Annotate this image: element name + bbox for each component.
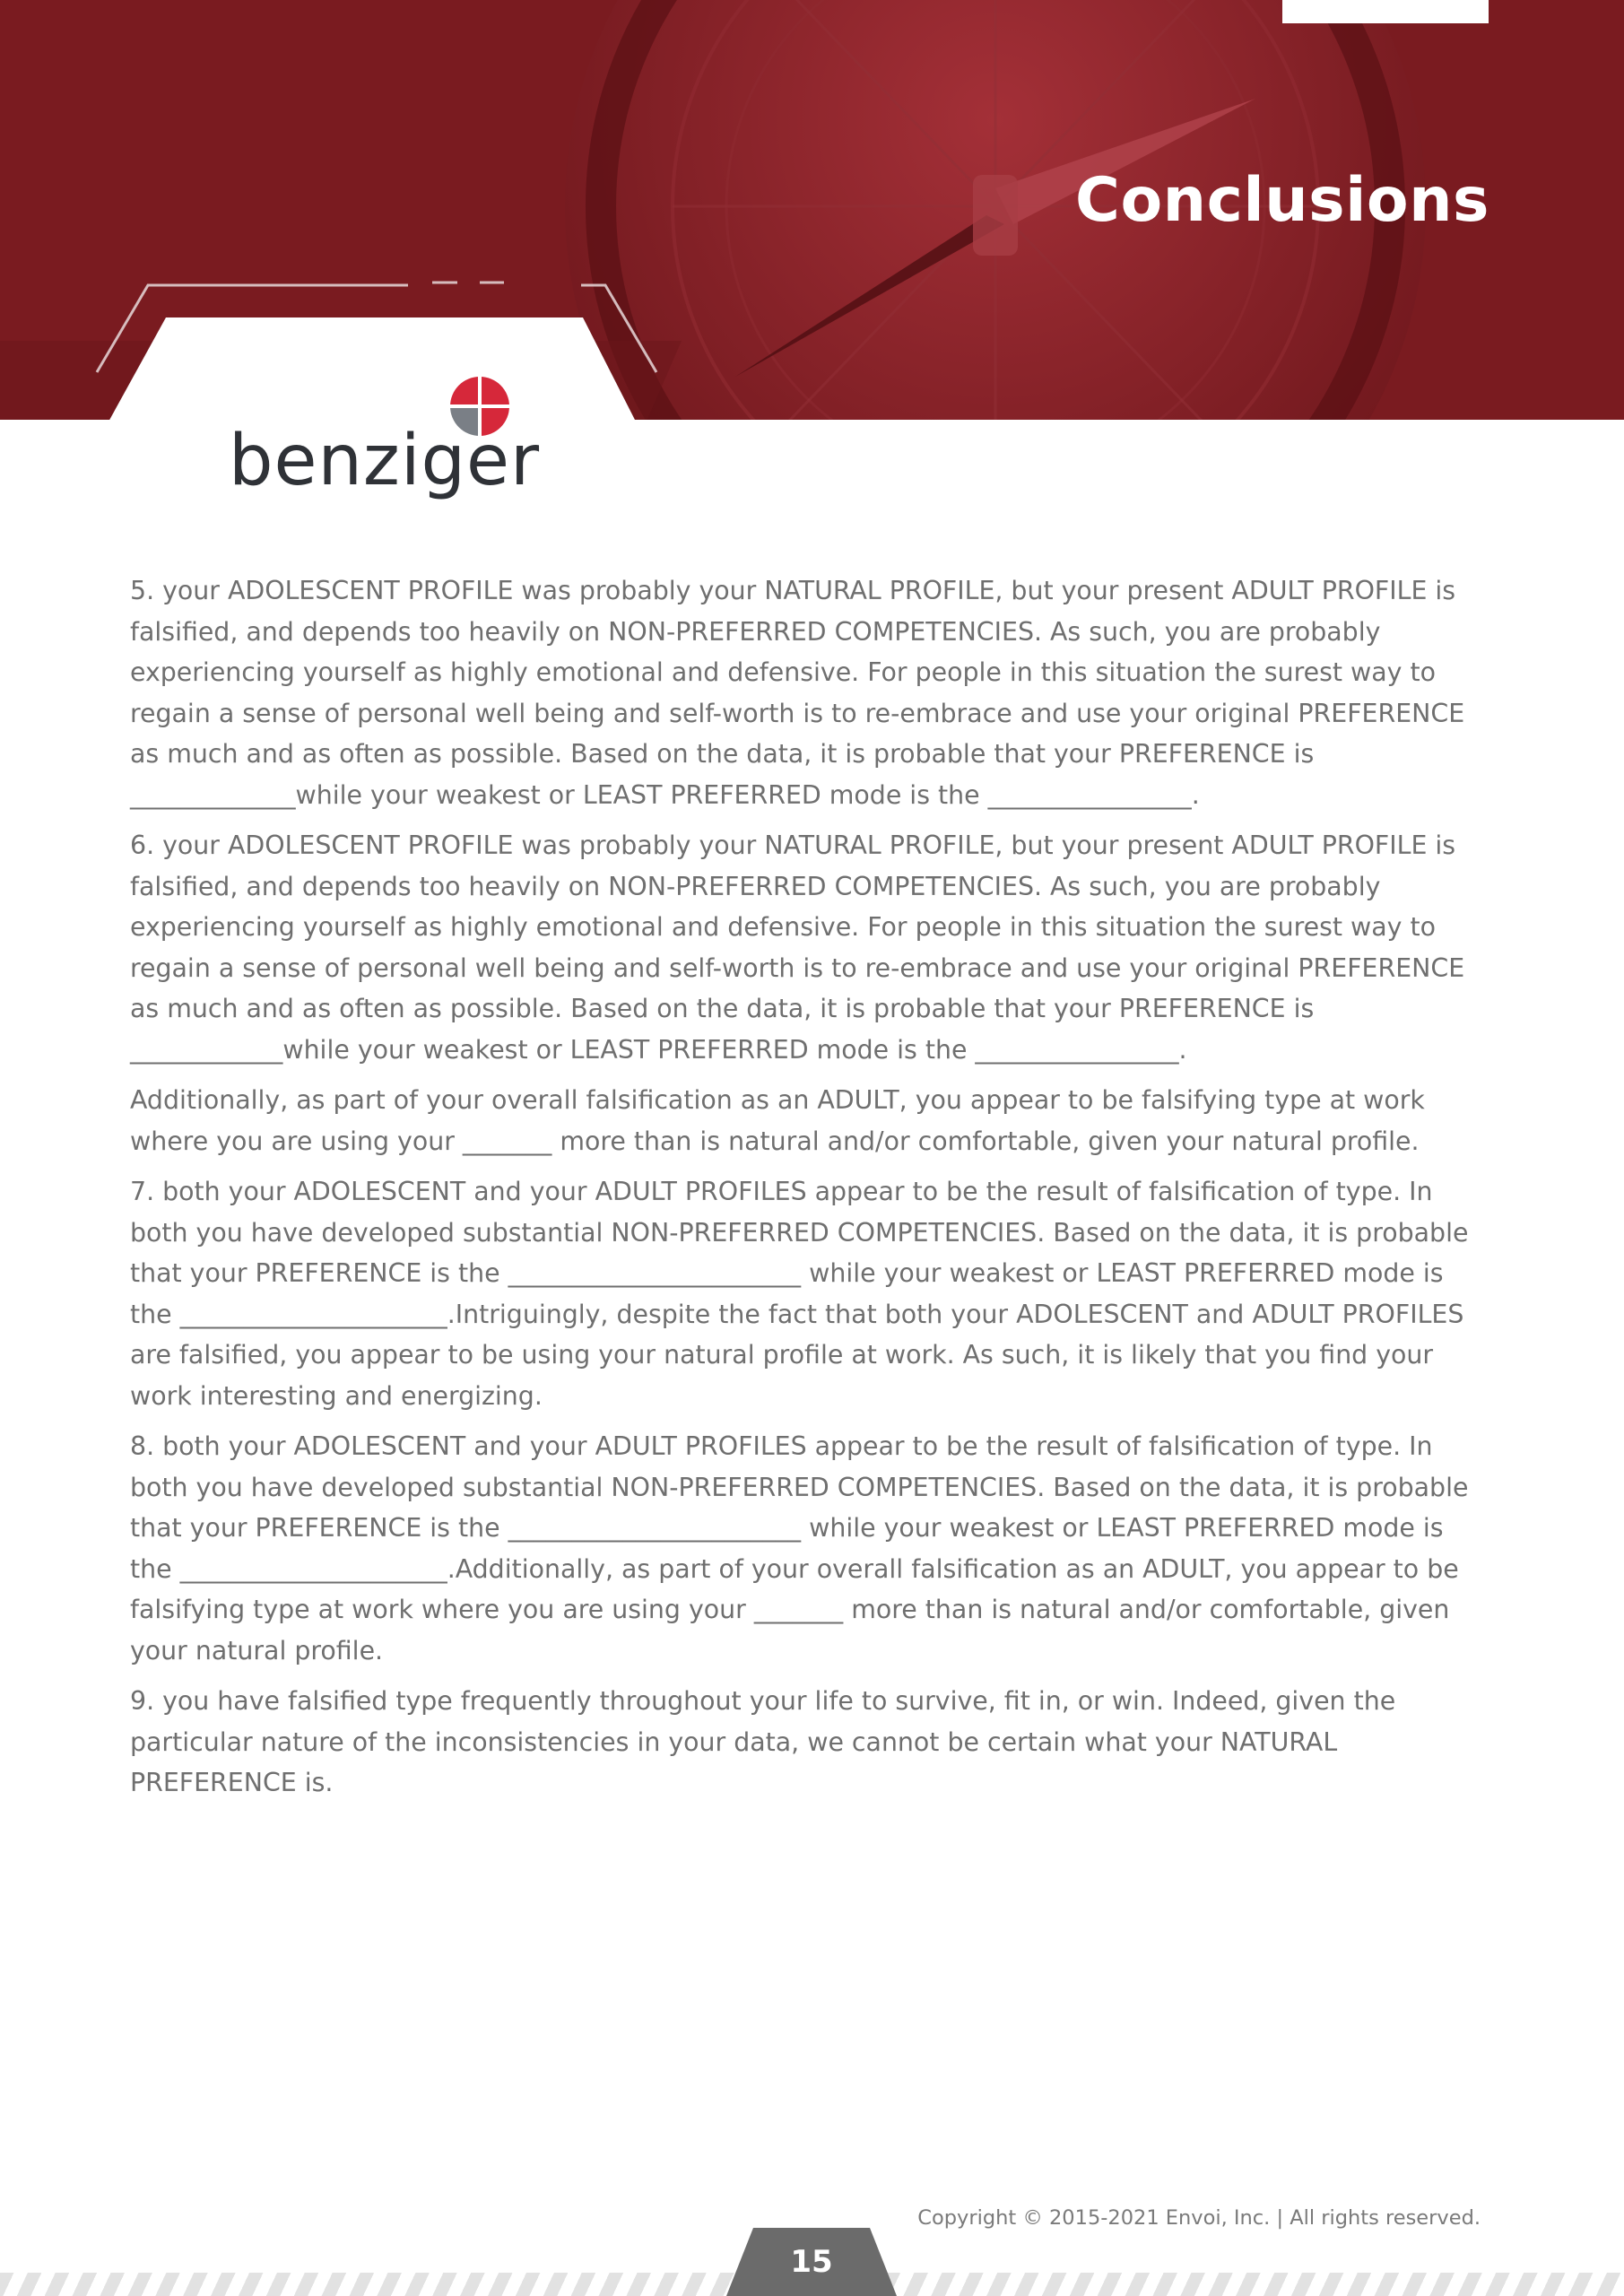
paragraph-5: 5. your ADOLESCENT PROFILE was probably your NATURAL PROFILE, but your present ADULT PROFILE is falsified, and depends too heavily on NON-PREFERRED COMPETENCIES. As such, you are probably experiencing yourself as highly emotional and defensive. For people in this situation the surest way to regain a sense of personal well being and self-worth is to re-embrace and use your original PREFERENCE as much and as often as possible. Based on the data, it is probable that your PREFERENCE is _____________while your weakest or LEAST PREFERRED mode is the ________________. <box>130 576 1465 810</box>
copyright-notice: Copyright © 2015-2021 Envoi, Inc. | All rights reserved. <box>917 2206 1481 2230</box>
conclusions-body <box>130 570 1493 1813</box>
paragraph-6-additional: Additionally, as part of your overall falsification as an ADULT, you appear to be falsifying type at work where you are using your _______ more than is natural and/or comfortable, given your natural profile. <box>130 1085 1425 1156</box>
logo-text: benziger <box>229 421 541 501</box>
header-tab <box>1282 0 1489 23</box>
paragraph-9: 9. you have falsified type frequently throughout your life to survive, fit in, or win. Indeed, given the particular nature of the inconsistencies in your data, we cannot be certain what your NATURAL PREFERENCE is. <box>130 1686 1396 1797</box>
benziger-logo <box>229 372 541 507</box>
header-banner <box>0 0 1624 423</box>
page-number: 15 <box>790 2244 833 2280</box>
paragraph-6: 6. your ADOLESCENT PROFILE was probably your NATURAL PROFILE, but your present ADULT PROFILE is falsified, and depends too heavily on NON-PREFERRED COMPETENCIES. As such, you are probably experiencing yourself as highly emotional and defensive. For people in this situation the surest way to regain a sense of personal well being and self-worth is to re-embrace and use your original PREFERENCE as much and as often as possible. Based on the data, it is probable that your PREFERENCE is ____________while your weakest or LEAST PREFERRED mode is the ________________. <box>130 831 1465 1065</box>
paragraph-8: 8. both your ADOLESCENT and your ADULT PROFILES appear to be the result of falsification of type. In both you have developed substantial NON-PREFERRED COMPETENCIES. Based on the data, it is probable that your PREFERENCE is the _______________________ while your weakest or LEAST PREFERRED mode is the _____________________.Additionally, as part of your overall falsification as an ADULT, you appear to be falsifying type at work where you are using your _______ more than is natural and/or comfortable, given your natural profile. <box>130 1431 1469 1665</box>
page-title: Conclusions <box>1075 165 1489 236</box>
paragraph-7: 7. both your ADOLESCENT and your ADULT PROFILES appear to be the result of falsification of type. In both you have developed substantial NON-PREFERRED COMPETENCIES. Based on the data, it is probable that your PREFERENCE is the _______________________ while your weakest or LEAST PREFERRED mode is the _____________________.Intriguingly, despite the fact that both your ADOLESCENT and ADULT PROFILES are falsified, you appear to be using your natural profile at work. As such, it is likely that you find your work interesting and energizing. <box>130 1177 1469 1411</box>
